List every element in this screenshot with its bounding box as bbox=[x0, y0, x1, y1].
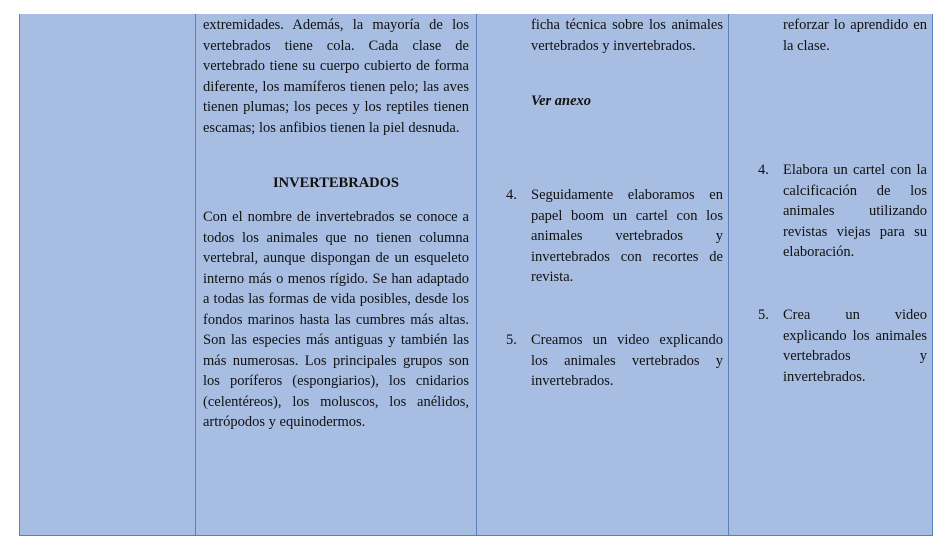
invertebrates-heading: INVERTEBRADOS bbox=[273, 175, 399, 191]
list-item-text: Elabora un cartel con la calcificación de los animales utilizando revistas viejas para su elaboración. bbox=[783, 162, 927, 260]
list-item-number: 4. bbox=[758, 162, 769, 178]
table-column-content bbox=[196, 14, 477, 535]
table-column-activities bbox=[477, 14, 729, 535]
activities-intro: ficha técnica sobre los animales vertebrados y invertebrados. bbox=[531, 17, 723, 54]
list-item-number: 5. bbox=[506, 332, 517, 348]
table-column-empty bbox=[20, 14, 196, 535]
list-item bbox=[758, 160, 927, 260]
list-item-text: Crea un video explicando los animales vertebrados y invertebrados. bbox=[783, 307, 927, 385]
list-item bbox=[506, 330, 723, 395]
lesson-table bbox=[19, 14, 933, 536]
list-item-number: 4. bbox=[506, 187, 517, 203]
invertebrates-paragraph: Con el nombre de invertebrados se conoce a todos los animales que no tienen columna vertebral, aunque dispongan de un esqueleto interno más o menos rígido. Se han adaptado a todas las formas de vida posibles, desde los fondos marinos hasta las cumbres más altas. Son las especies más antiguas y también las más numerosas. Los principales grupos son los poríferos (espongiarios), los cnidarios (celentéreos), los moluscos, los anélidos, artrópodos y equinodermos. bbox=[203, 209, 469, 430]
list-item-number: 5. bbox=[758, 307, 769, 323]
vertebrates-paragraph: extremidades. Además, la mayoría de los vertebrados tiene cola. Cada clase de vertebrado tiene su cuerpo cubierto de forma diferente, los mamíferos tienen pelo; las aves tienen plumas; los peces y los reptiles tienen escamas; los anfibios tienen la piel desnuda. bbox=[203, 17, 469, 136]
list-item-text: Seguidamente elaboramos en papel boom un cartel con los animales vertebrados y invertebrados con recortes de revista. bbox=[531, 187, 723, 285]
list-item bbox=[506, 185, 723, 285]
list-item-text: Creamos un video explicando los animales vertebrados y invertebrados. bbox=[531, 332, 723, 389]
evaluation-intro: reforzar lo aprendido en la clase. bbox=[783, 17, 927, 54]
list-item bbox=[758, 305, 927, 390]
table-column-evaluation bbox=[729, 14, 934, 535]
ver-anexo-label: Ver anexo bbox=[531, 93, 592, 109]
